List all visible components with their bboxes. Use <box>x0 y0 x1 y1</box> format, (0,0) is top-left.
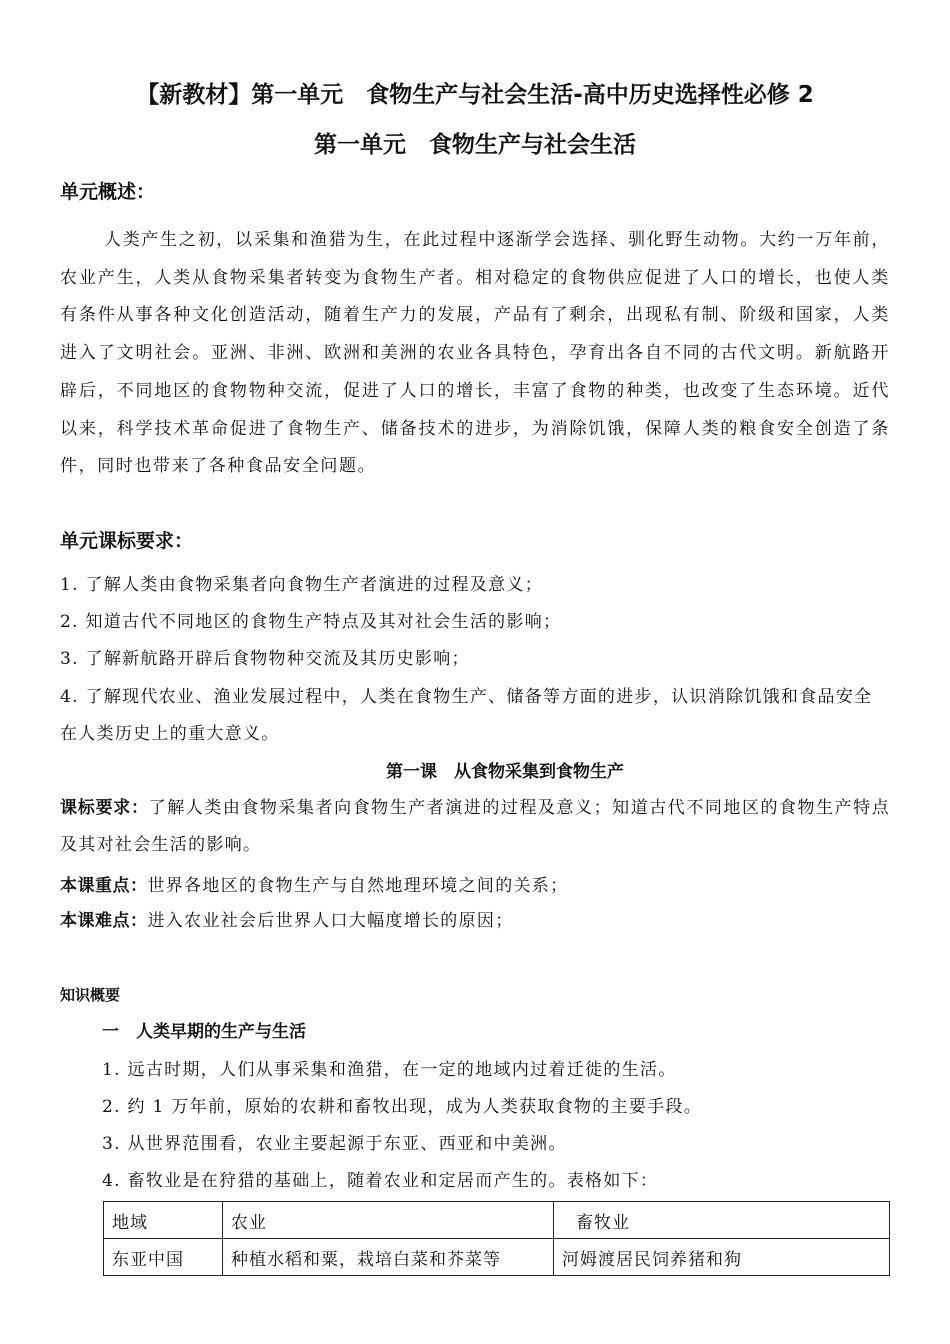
agriculture-table <box>103 1201 890 1276</box>
focus-label: 本课重点： <box>60 876 148 896</box>
table-cell: 河姆渡居民饲养猪和狗 <box>554 1239 890 1276</box>
knowledge-item-1: 1. 远古时期，人们从事采集和渔猎，在一定的地域内过着迁徙的生活。 <box>102 1060 677 1080</box>
unit-title: 第一单元 食物生产与社会生活 <box>314 132 636 158</box>
difficulty-label: 本课难点： <box>60 911 148 931</box>
knowledge-item-4: 4. 畜牧业是在狩猎的基础上，随着农业和定居而产生的。表格如下： <box>102 1171 659 1191</box>
table-row <box>104 1239 890 1276</box>
table-header-cell: 农业 <box>223 1202 554 1239</box>
table-header-cell: 畜牧业 <box>554 1202 890 1239</box>
overview-heading: 单元概述： <box>60 181 156 203</box>
table-cell: 种植水稻和粟，栽培白菜和芥菜等 <box>223 1239 554 1276</box>
lesson-focus <box>60 868 890 905</box>
standard-item-2: 2. 知道古代不同地区的食物生产特点及其对社会生活的影响； <box>60 612 562 632</box>
lesson-requirements <box>60 790 890 864</box>
standards-heading: 单元课标要求： <box>60 530 194 552</box>
table-cell: 东亚中国 <box>104 1239 223 1276</box>
table-header-cell: 地域 <box>104 1202 223 1239</box>
section-title: 一 人类早期的生产与生活 <box>102 1022 306 1042</box>
standard-item-3: 3. 了解新航路开辟后食物物种交流及其历史影响； <box>60 649 470 669</box>
focus-text: 世界各地区的食物生产与自然地理环境之间的关系； <box>147 876 569 896</box>
knowledge-heading: 知识概要 <box>60 986 121 1004</box>
difficulty-text: 进入农业社会后世界人口大幅度增长的原因； <box>147 911 514 931</box>
requirements-text: 了解人类由食物采集者向食物生产者演进的过程及意义；知道古代不同地区的食物生产特点及其对社会生活的影响。 <box>60 798 891 855</box>
table-header-row <box>104 1202 890 1239</box>
lesson-difficulty <box>60 903 890 940</box>
knowledge-item-2: 2. 约 1 万年前，原始的农耕和畜牧出现，成为人类获取食物的主要手段。 <box>102 1097 703 1117</box>
document-title: 【新教材】第一单元 食物生产与社会生活-高中历史选择性必修 2 <box>136 82 814 108</box>
standard-item-4: 4. 了解现代农业、渔业发展过程中，人类在食物生产、储备等方面的进步，认识消除饥饿和食品安全在人类历史上的重大意义。 <box>60 687 873 744</box>
knowledge-item-3: 3. 从世界范围看，农业主要起源于东亚、西亚和中美洲。 <box>102 1134 567 1154</box>
overview-paragraph: 人类产生之初，以采集和渔猎为生，在此过程中逐渐学会选择、驯化野生动物。大约一万年前，农业产生，人类从食物采集者转变为食物生产者。相对稳定的食物供应促进了人口的增长，也使人类有条件从事各种文化创造活动，随着生产力的发展，产品有了剩余，出现私有制、阶级和国家，人类进入了文明社会。亚洲、非洲、欧洲和美洲的农业各具特色，孕育出各自不同的古代文明。新航路开辟后，不同地区的食物物种交流，促进了人口的增长，丰富了食物的种类，也改变了生态环境。近代以来，科学技术革命促进了食物生产、储备技术的进步，为消除饥饿，保障人类的粮食安全创造了条件，同时也带来了各种食品安全问题。 <box>60 230 890 477</box>
standard-item-1: 1. 了解人类由食物采集者向食物生产者演进的过程及意义； <box>60 575 544 595</box>
requirements-label: 课标要求： <box>60 798 149 818</box>
lesson-title: 第一课 从食物采集到食物生产 <box>386 762 624 782</box>
